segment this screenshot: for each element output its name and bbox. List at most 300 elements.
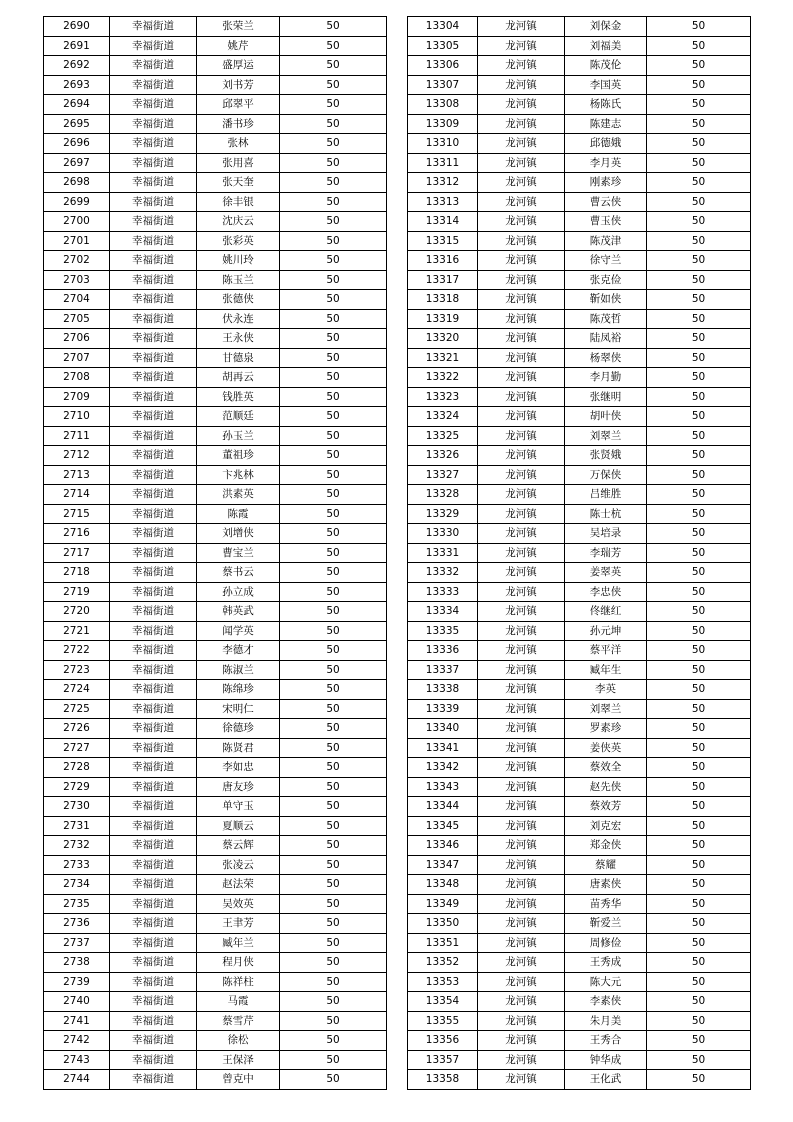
person-name-cell: 吕维胜 bbox=[565, 485, 647, 505]
district-cell: 龙河镇 bbox=[478, 192, 565, 212]
table-row bbox=[408, 777, 751, 797]
district-cell: 龙河镇 bbox=[478, 680, 565, 700]
row-id-cell: 13321 bbox=[408, 348, 478, 368]
district-cell: 龙河镇 bbox=[478, 641, 565, 661]
district-cell: 龙河镇 bbox=[478, 465, 565, 485]
district-cell: 幸福街道 bbox=[110, 894, 197, 914]
table-row bbox=[408, 134, 751, 154]
table-row bbox=[408, 504, 751, 524]
person-name-cell: 李忠侠 bbox=[565, 582, 647, 602]
row-id-cell: 2735 bbox=[44, 894, 110, 914]
row-id-cell: 2731 bbox=[44, 816, 110, 836]
person-name-cell: 刘福美 bbox=[565, 36, 647, 56]
amount-cell: 50 bbox=[280, 309, 387, 329]
table-row bbox=[408, 75, 751, 95]
row-id-cell: 2699 bbox=[44, 192, 110, 212]
amount-cell: 50 bbox=[647, 660, 751, 680]
table-row bbox=[44, 972, 387, 992]
district-cell: 龙河镇 bbox=[478, 231, 565, 251]
table-row bbox=[408, 875, 751, 895]
row-id-cell: 13326 bbox=[408, 446, 478, 466]
person-name-cell: 周修俭 bbox=[565, 933, 647, 953]
district-cell: 龙河镇 bbox=[478, 855, 565, 875]
district-cell: 幸福街道 bbox=[110, 329, 197, 349]
amount-cell: 50 bbox=[647, 1031, 751, 1051]
person-name-cell: 李月英 bbox=[565, 153, 647, 173]
district-cell: 幸福街道 bbox=[110, 797, 197, 817]
table-row bbox=[408, 251, 751, 271]
row-id-cell: 13353 bbox=[408, 972, 478, 992]
amount-cell: 50 bbox=[647, 134, 751, 154]
person-name-cell: 曹宝兰 bbox=[197, 543, 280, 563]
table-row bbox=[44, 758, 387, 778]
person-name-cell: 王秀成 bbox=[565, 953, 647, 973]
row-id-cell: 2738 bbox=[44, 953, 110, 973]
person-name-cell: 万保侠 bbox=[565, 465, 647, 485]
person-name-cell: 张德侠 bbox=[197, 290, 280, 310]
table-row bbox=[44, 504, 387, 524]
table-row bbox=[44, 660, 387, 680]
row-id-cell: 2703 bbox=[44, 270, 110, 290]
row-id-cell: 2728 bbox=[44, 758, 110, 778]
amount-cell: 50 bbox=[647, 894, 751, 914]
person-name-cell: 洪素英 bbox=[197, 485, 280, 505]
district-cell: 龙河镇 bbox=[478, 836, 565, 856]
district-cell: 龙河镇 bbox=[478, 251, 565, 271]
district-cell: 幸福街道 bbox=[110, 1050, 197, 1070]
amount-cell: 50 bbox=[280, 1031, 387, 1051]
district-cell: 龙河镇 bbox=[478, 56, 565, 76]
table-row bbox=[44, 1031, 387, 1051]
row-id-cell: 13315 bbox=[408, 231, 478, 251]
table-row bbox=[408, 992, 751, 1012]
amount-cell: 50 bbox=[647, 192, 751, 212]
table-row bbox=[408, 153, 751, 173]
district-cell: 幸福街道 bbox=[110, 543, 197, 563]
district-cell: 龙河镇 bbox=[478, 446, 565, 466]
amount-cell: 50 bbox=[647, 797, 751, 817]
row-id-cell: 2708 bbox=[44, 368, 110, 388]
row-id-cell: 2701 bbox=[44, 231, 110, 251]
table-row bbox=[44, 875, 387, 895]
row-id-cell: 2706 bbox=[44, 329, 110, 349]
table-row bbox=[408, 953, 751, 973]
district-cell: 幸福街道 bbox=[110, 933, 197, 953]
amount-cell: 50 bbox=[647, 836, 751, 856]
person-name-cell: 苗秀华 bbox=[565, 894, 647, 914]
district-cell: 幸福街道 bbox=[110, 504, 197, 524]
amount-cell: 50 bbox=[280, 1011, 387, 1031]
district-cell: 幸福街道 bbox=[110, 777, 197, 797]
person-name-cell: 王保泽 bbox=[197, 1050, 280, 1070]
amount-cell: 50 bbox=[280, 543, 387, 563]
amount-cell: 50 bbox=[647, 17, 751, 37]
table-row bbox=[44, 621, 387, 641]
amount-cell: 50 bbox=[647, 504, 751, 524]
district-cell: 幸福街道 bbox=[110, 270, 197, 290]
amount-cell: 50 bbox=[280, 212, 387, 232]
row-id-cell: 13318 bbox=[408, 290, 478, 310]
amount-cell: 50 bbox=[647, 36, 751, 56]
district-cell: 幸福街道 bbox=[110, 582, 197, 602]
table-row bbox=[44, 95, 387, 115]
district-cell: 龙河镇 bbox=[478, 387, 565, 407]
table-row bbox=[44, 114, 387, 134]
amount-cell: 50 bbox=[280, 368, 387, 388]
row-id-cell: 13333 bbox=[408, 582, 478, 602]
row-id-cell: 13338 bbox=[408, 680, 478, 700]
amount-cell: 50 bbox=[280, 933, 387, 953]
person-name-cell: 徐守兰 bbox=[565, 251, 647, 271]
person-name-cell: 佟继红 bbox=[565, 602, 647, 622]
table-row bbox=[44, 153, 387, 173]
amount-cell: 50 bbox=[647, 816, 751, 836]
table-row bbox=[44, 173, 387, 193]
person-name-cell: 陈祥柱 bbox=[197, 972, 280, 992]
person-name-cell: 董祖珍 bbox=[197, 446, 280, 466]
table-row bbox=[44, 387, 387, 407]
district-cell: 幸福街道 bbox=[110, 816, 197, 836]
row-id-cell: 2721 bbox=[44, 621, 110, 641]
table-row bbox=[408, 231, 751, 251]
person-name-cell: 孙立成 bbox=[197, 582, 280, 602]
district-cell: 龙河镇 bbox=[478, 933, 565, 953]
row-id-cell: 13341 bbox=[408, 738, 478, 758]
amount-cell: 50 bbox=[647, 75, 751, 95]
person-name-cell: 李德才 bbox=[197, 641, 280, 661]
table-row bbox=[44, 563, 387, 583]
amount-cell: 50 bbox=[647, 1011, 751, 1031]
person-name-cell: 宋明仁 bbox=[197, 699, 280, 719]
district-cell: 龙河镇 bbox=[478, 426, 565, 446]
district-cell: 龙河镇 bbox=[478, 270, 565, 290]
row-id-cell: 2744 bbox=[44, 1070, 110, 1090]
row-id-cell: 13324 bbox=[408, 407, 478, 427]
row-id-cell: 2740 bbox=[44, 992, 110, 1012]
table-row bbox=[44, 465, 387, 485]
amount-cell: 50 bbox=[280, 75, 387, 95]
amount-cell: 50 bbox=[280, 95, 387, 115]
table-row bbox=[408, 602, 751, 622]
person-name-cell: 孙玉兰 bbox=[197, 426, 280, 446]
amount-cell: 50 bbox=[647, 855, 751, 875]
amount-cell: 50 bbox=[647, 719, 751, 739]
row-id-cell: 2732 bbox=[44, 836, 110, 856]
amount-cell: 50 bbox=[647, 543, 751, 563]
district-cell: 幸福街道 bbox=[110, 602, 197, 622]
amount-cell: 50 bbox=[280, 641, 387, 661]
amount-cell: 50 bbox=[280, 465, 387, 485]
row-id-cell: 2729 bbox=[44, 777, 110, 797]
amount-cell: 50 bbox=[280, 602, 387, 622]
table-row bbox=[44, 212, 387, 232]
amount-cell: 50 bbox=[647, 699, 751, 719]
amount-cell: 50 bbox=[280, 36, 387, 56]
amount-cell: 50 bbox=[647, 56, 751, 76]
district-cell: 幸福街道 bbox=[110, 114, 197, 134]
district-cell: 幸福街道 bbox=[110, 231, 197, 251]
person-name-cell: 张林 bbox=[197, 134, 280, 154]
table-row bbox=[408, 192, 751, 212]
district-cell: 幸福街道 bbox=[110, 251, 197, 271]
row-id-cell: 13348 bbox=[408, 875, 478, 895]
district-cell: 龙河镇 bbox=[478, 972, 565, 992]
person-name-cell: 盛厚运 bbox=[197, 56, 280, 76]
person-name-cell: 钟华成 bbox=[565, 1050, 647, 1070]
person-name-cell: 刚素珍 bbox=[565, 173, 647, 193]
amount-cell: 50 bbox=[647, 992, 751, 1012]
person-name-cell: 张克俭 bbox=[565, 270, 647, 290]
table-row bbox=[408, 465, 751, 485]
person-name-cell: 陈茂伦 bbox=[565, 56, 647, 76]
district-cell: 龙河镇 bbox=[478, 504, 565, 524]
table-row bbox=[44, 992, 387, 1012]
table-row bbox=[44, 134, 387, 154]
table-row bbox=[408, 797, 751, 817]
row-id-cell: 2695 bbox=[44, 114, 110, 134]
table-row bbox=[408, 1070, 751, 1090]
person-name-cell: 甘德泉 bbox=[197, 348, 280, 368]
person-name-cell: 蔡效芳 bbox=[565, 797, 647, 817]
district-cell: 龙河镇 bbox=[478, 329, 565, 349]
row-id-cell: 2696 bbox=[44, 134, 110, 154]
district-cell: 龙河镇 bbox=[478, 1050, 565, 1070]
amount-cell: 50 bbox=[647, 953, 751, 973]
row-id-cell: 13308 bbox=[408, 95, 478, 115]
district-cell: 龙河镇 bbox=[478, 134, 565, 154]
table-row bbox=[44, 914, 387, 934]
person-name-cell: 姚川玲 bbox=[197, 251, 280, 271]
person-name-cell: 张用喜 bbox=[197, 153, 280, 173]
amount-cell: 50 bbox=[280, 485, 387, 505]
amount-cell: 50 bbox=[280, 992, 387, 1012]
amount-cell: 50 bbox=[647, 270, 751, 290]
person-name-cell: 单守玉 bbox=[197, 797, 280, 817]
district-cell: 龙河镇 bbox=[478, 563, 565, 583]
district-cell: 龙河镇 bbox=[478, 368, 565, 388]
table-row bbox=[44, 816, 387, 836]
row-id-cell: 2697 bbox=[44, 153, 110, 173]
row-id-cell: 2716 bbox=[44, 524, 110, 544]
table-row bbox=[408, 485, 751, 505]
amount-cell: 50 bbox=[647, 212, 751, 232]
table-row bbox=[44, 17, 387, 37]
amount-cell: 50 bbox=[647, 563, 751, 583]
district-cell: 幸福街道 bbox=[110, 56, 197, 76]
amount-cell: 50 bbox=[280, 17, 387, 37]
table-row bbox=[408, 348, 751, 368]
person-name-cell: 蔡效全 bbox=[565, 758, 647, 778]
person-name-cell: 马霞 bbox=[197, 992, 280, 1012]
table-row bbox=[408, 329, 751, 349]
amount-cell: 50 bbox=[647, 173, 751, 193]
row-id-cell: 13343 bbox=[408, 777, 478, 797]
district-cell: 龙河镇 bbox=[478, 543, 565, 563]
person-name-cell: 王秀合 bbox=[565, 1031, 647, 1051]
table-row bbox=[408, 36, 751, 56]
table-row bbox=[408, 660, 751, 680]
person-name-cell: 陆凤裕 bbox=[565, 329, 647, 349]
district-cell: 龙河镇 bbox=[478, 621, 565, 641]
table-row bbox=[408, 270, 751, 290]
row-id-cell: 2717 bbox=[44, 543, 110, 563]
row-id-cell: 13320 bbox=[408, 329, 478, 349]
person-name-cell: 张彩英 bbox=[197, 231, 280, 251]
district-cell: 幸福街道 bbox=[110, 836, 197, 856]
row-id-cell: 13305 bbox=[408, 36, 478, 56]
table-row bbox=[408, 641, 751, 661]
district-cell: 幸福街道 bbox=[110, 173, 197, 193]
amount-cell: 50 bbox=[280, 153, 387, 173]
row-id-cell: 13319 bbox=[408, 309, 478, 329]
person-name-cell: 靳爱兰 bbox=[565, 914, 647, 934]
district-cell: 幸福街道 bbox=[110, 855, 197, 875]
row-id-cell: 2734 bbox=[44, 875, 110, 895]
table-row bbox=[408, 582, 751, 602]
table-row bbox=[44, 641, 387, 661]
row-id-cell: 2705 bbox=[44, 309, 110, 329]
person-name-cell: 蔡书云 bbox=[197, 563, 280, 583]
amount-cell: 50 bbox=[647, 1070, 751, 1090]
district-cell: 幸福街道 bbox=[110, 914, 197, 934]
table-row bbox=[44, 797, 387, 817]
person-name-cell: 赵先侠 bbox=[565, 777, 647, 797]
row-id-cell: 13351 bbox=[408, 933, 478, 953]
table-row bbox=[44, 329, 387, 349]
person-name-cell: 韩英武 bbox=[197, 602, 280, 622]
table-row bbox=[408, 699, 751, 719]
table-row bbox=[44, 836, 387, 856]
district-cell: 幸福街道 bbox=[110, 134, 197, 154]
person-name-cell: 李英 bbox=[565, 680, 647, 700]
table-row bbox=[44, 719, 387, 739]
row-id-cell: 13334 bbox=[408, 602, 478, 622]
person-name-cell: 杨翠侠 bbox=[565, 348, 647, 368]
table-row bbox=[408, 816, 751, 836]
district-cell: 幸福街道 bbox=[110, 758, 197, 778]
district-cell: 龙河镇 bbox=[478, 36, 565, 56]
amount-cell: 50 bbox=[647, 1050, 751, 1070]
district-cell: 幸福街道 bbox=[110, 992, 197, 1012]
district-cell: 龙河镇 bbox=[478, 17, 565, 37]
row-id-cell: 13309 bbox=[408, 114, 478, 134]
amount-cell: 50 bbox=[647, 329, 751, 349]
person-name-cell: 李如忠 bbox=[197, 758, 280, 778]
person-name-cell: 陈茂哲 bbox=[565, 309, 647, 329]
amount-cell: 50 bbox=[280, 387, 387, 407]
person-name-cell: 卞兆林 bbox=[197, 465, 280, 485]
district-cell: 龙河镇 bbox=[478, 75, 565, 95]
person-name-cell: 陈士杭 bbox=[565, 504, 647, 524]
amount-cell: 50 bbox=[280, 134, 387, 154]
amount-cell: 50 bbox=[647, 446, 751, 466]
row-id-cell: 13311 bbox=[408, 153, 478, 173]
row-id-cell: 2711 bbox=[44, 426, 110, 446]
amount-cell: 50 bbox=[647, 387, 751, 407]
person-name-cell: 闻学英 bbox=[197, 621, 280, 641]
row-id-cell: 13306 bbox=[408, 56, 478, 76]
person-name-cell: 伏永连 bbox=[197, 309, 280, 329]
table-row bbox=[408, 914, 751, 934]
district-cell: 幸福街道 bbox=[110, 524, 197, 544]
person-name-cell: 杨陈氏 bbox=[565, 95, 647, 115]
person-name-cell: 范顺廷 bbox=[197, 407, 280, 427]
district-cell: 幸福街道 bbox=[110, 387, 197, 407]
amount-cell: 50 bbox=[280, 680, 387, 700]
row-id-cell: 13314 bbox=[408, 212, 478, 232]
table-row bbox=[408, 426, 751, 446]
district-cell: 龙河镇 bbox=[478, 1011, 565, 1031]
table-row bbox=[44, 953, 387, 973]
amount-cell: 50 bbox=[280, 621, 387, 641]
table-row bbox=[44, 543, 387, 563]
district-cell: 龙河镇 bbox=[478, 953, 565, 973]
table-row bbox=[44, 231, 387, 251]
row-id-cell: 13323 bbox=[408, 387, 478, 407]
table-row bbox=[408, 855, 751, 875]
table-row bbox=[408, 407, 751, 427]
amount-cell: 50 bbox=[647, 524, 751, 544]
row-id-cell: 2714 bbox=[44, 485, 110, 505]
table-row bbox=[408, 894, 751, 914]
amount-cell: 50 bbox=[647, 582, 751, 602]
person-name-cell: 张荣兰 bbox=[197, 17, 280, 37]
left-table bbox=[43, 16, 387, 1090]
person-name-cell: 夏顺云 bbox=[197, 816, 280, 836]
row-id-cell: 13317 bbox=[408, 270, 478, 290]
amount-cell: 50 bbox=[647, 290, 751, 310]
table-row bbox=[44, 485, 387, 505]
district-cell: 幸福街道 bbox=[110, 75, 197, 95]
table-row bbox=[408, 1031, 751, 1051]
table-row bbox=[408, 114, 751, 134]
district-cell: 龙河镇 bbox=[478, 797, 565, 817]
table-row bbox=[408, 56, 751, 76]
district-cell: 幸福街道 bbox=[110, 719, 197, 739]
district-cell: 龙河镇 bbox=[478, 894, 565, 914]
table-row bbox=[44, 309, 387, 329]
row-id-cell: 2718 bbox=[44, 563, 110, 583]
table-row bbox=[408, 309, 751, 329]
amount-cell: 50 bbox=[280, 836, 387, 856]
person-name-cell: 张继明 bbox=[565, 387, 647, 407]
row-id-cell: 13310 bbox=[408, 134, 478, 154]
row-id-cell: 13349 bbox=[408, 894, 478, 914]
person-name-cell: 臧年生 bbox=[565, 660, 647, 680]
row-id-cell: 2700 bbox=[44, 212, 110, 232]
person-name-cell: 王化武 bbox=[565, 1070, 647, 1090]
row-id-cell: 2709 bbox=[44, 387, 110, 407]
table-row bbox=[44, 699, 387, 719]
district-cell: 幸福街道 bbox=[110, 485, 197, 505]
table-row bbox=[408, 836, 751, 856]
row-id-cell: 13354 bbox=[408, 992, 478, 1012]
person-name-cell: 王永侠 bbox=[197, 329, 280, 349]
person-name-cell: 赵法荣 bbox=[197, 875, 280, 895]
person-name-cell: 邱德娥 bbox=[565, 134, 647, 154]
table-row bbox=[408, 543, 751, 563]
amount-cell: 50 bbox=[280, 1070, 387, 1090]
table-row bbox=[408, 758, 751, 778]
table-row bbox=[408, 738, 751, 758]
person-name-cell: 胡再云 bbox=[197, 368, 280, 388]
table-row bbox=[408, 972, 751, 992]
amount-cell: 50 bbox=[280, 855, 387, 875]
district-cell: 幸福街道 bbox=[110, 1031, 197, 1051]
person-name-cell: 沈庆云 bbox=[197, 212, 280, 232]
district-cell: 龙河镇 bbox=[478, 777, 565, 797]
district-cell: 幸福街道 bbox=[110, 699, 197, 719]
